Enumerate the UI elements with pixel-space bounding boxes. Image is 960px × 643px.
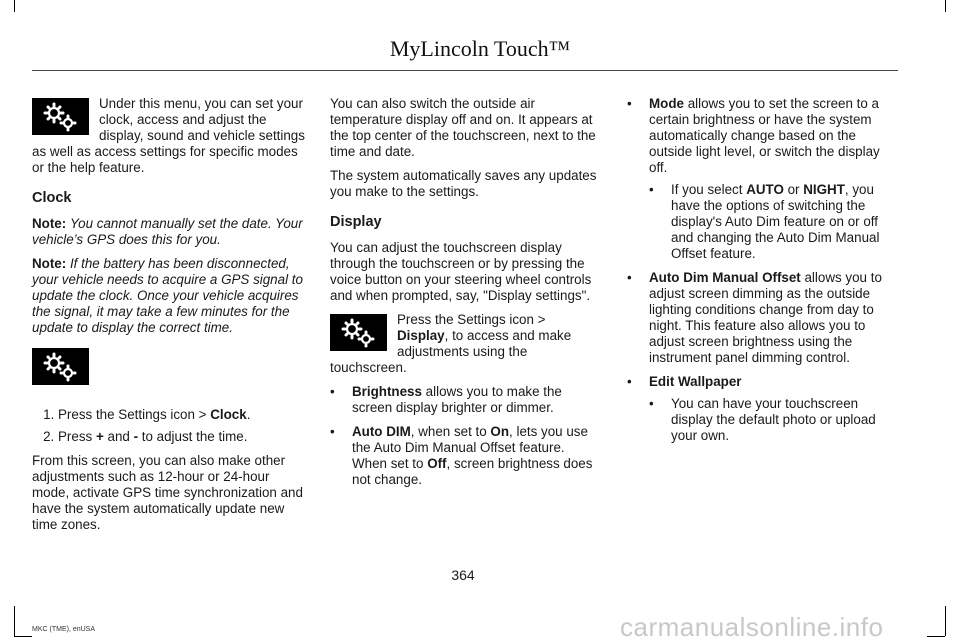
list-item: • Auto Dim Manual Offset allows you to adjust screen dimming as the outside lighting conditions change from day to night. This feature also allows you to adjust screen brightness using the instrument panel dimming control.: [627, 270, 890, 366]
intro-text: Under this menu, you can set your clock, access and adjust the display, sound and vehicle settings as well as access settings for specific modes or the help feature.: [32, 96, 305, 175]
note-text: You cannot manually set the date. Your vehicle’s GPS does this for you.: [32, 216, 303, 247]
paragraph: You can adjust the touchscreen display through the touchscreen or by pressing the voice button on your steering wheel controls and when prompted, say, "Display settings".: [330, 240, 592, 303]
settings-gears-icon: [330, 314, 387, 351]
page-number: 364: [451, 567, 475, 583]
list-item: • Mode allows you to set the screen to a certain brightness or have the system automatically change based on the outside light level, or switch the display off. • If you select AUTO or NIGHT, you have the options of switching the display's Auto Dim feature on or off and changing the Auto Dim Manual Offset feature.: [627, 96, 890, 262]
crop-mark: [945, 606, 946, 636]
list-item: • Auto DIM, when set to On, lets you use the Auto Dim Manual Offset feature. When set to Off, screen brightness does not change.: [330, 424, 600, 488]
sub-list: [649, 396, 890, 444]
paragraph: You can also switch the outside air temperature display off and on. It appears at the top center of the touchscreen, next to the time and date.: [330, 96, 596, 159]
settings-gears-icon: [32, 348, 89, 385]
display-options-list: [330, 384, 600, 488]
column-1: [32, 96, 306, 541]
watermark: carmanualsonline.info: [620, 612, 884, 642]
step-2: 2. Press + and - to adjust the time.: [58, 429, 306, 445]
paragraph: The system automatically saves any updates you make to the settings.: [330, 168, 597, 199]
intro-paragraph: [32, 96, 306, 176]
sub-list-item: • If you select AUTO or NIGHT, you have the options of switching the display's Auto Dim feature on or off and changing the Auto Dim Manual Offset feature.: [649, 182, 890, 262]
display-heading: Display: [330, 214, 382, 230]
sub-list: [649, 182, 890, 262]
note-label: Note:: [32, 216, 67, 231]
crop-mark: [927, 636, 945, 637]
note-text: If the battery has been disconnected, your vehicle needs to acquire a GPS signal to update the clock. Once your vehicle acquires the signal, it may take a few minutes for the update to display the correct time.: [32, 256, 303, 335]
display-instructions: Press the Settings icon > Display, to access and make adjustments using the touchscreen.: [330, 312, 572, 375]
step-1: 1. Press the Settings icon > Clock.: [58, 407, 306, 423]
note-2: [32, 256, 306, 336]
display-options-list: [627, 96, 890, 444]
crop-mark: [14, 0, 15, 12]
clock-heading: Clock: [32, 190, 72, 206]
column-3: [627, 96, 890, 452]
column-2: [330, 96, 600, 496]
crop-mark: [14, 606, 15, 636]
crop-mark: [945, 0, 946, 12]
sub-list-item: • You can have your touchscreen display the default photo or upload your own.: [649, 396, 890, 444]
note-1: [32, 216, 306, 248]
settings-gears-icon: [32, 98, 89, 135]
clock-steps: [32, 407, 306, 445]
note-label: Note:: [32, 256, 67, 271]
crop-mark: [14, 636, 32, 637]
page-title: MyLincoln Touch™: [389, 36, 571, 61]
header-rule: [32, 70, 898, 71]
outro-paragraph: From this screen, you can also make other adjustments such as 12-hour or 24-hour mode, activate GPS time synchronization and have the system automatically update new time zones.: [32, 453, 303, 532]
list-item: • Edit Wallpaper • You can have your touchscreen display the default photo or upload your own.: [627, 374, 890, 444]
document-code: MKC (TME), enUSA: [32, 626, 96, 633]
list-item: • Brightness allows you to make the screen display brighter or dimmer.: [330, 384, 600, 416]
